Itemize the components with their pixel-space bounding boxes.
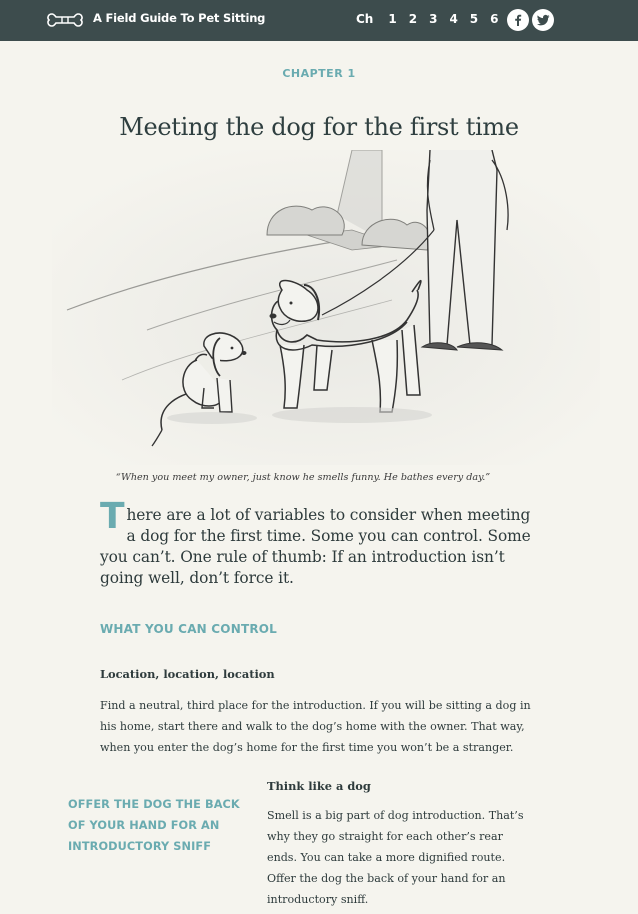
subsection-text-think: Smell is a big part of dog introduction. That’s why they go straight for each other’s rear ends. You can take a more dignified route. Offer the dog the back of your hand for an introductory sniff.	[267, 809, 524, 906]
chapter-link-4[interactable]: 4	[449, 12, 458, 26]
twitter-share-button[interactable]	[532, 9, 554, 31]
chapter-link-2[interactable]: 2	[408, 12, 418, 26]
intro-paragraph	[100, 496, 540, 589]
chapter-navigation	[356, 12, 511, 26]
illustration-caption: “When you meet my owner, just know he smells funny. He bathes every day.”	[115, 472, 491, 483]
twitter-icon	[537, 14, 550, 26]
facebook-icon	[512, 14, 524, 26]
site-title[interactable]: A Field Guide To Pet Sitting	[93, 11, 266, 25]
chapter-nav-label: Ch	[356, 12, 374, 26]
chapter-link-3[interactable]: 3	[429, 12, 438, 26]
facebook-share-button[interactable]	[507, 9, 529, 31]
page-title: Meeting the dog for the first time	[119, 113, 519, 141]
chapter-link-5[interactable]: 5	[469, 12, 479, 26]
subsection-title-location: Location, location, location	[100, 667, 275, 681]
chapter-eyebrow: CHAPTER 1	[282, 67, 356, 80]
chapter-link-6[interactable]: 6	[490, 12, 499, 26]
subsection-title-think: Think like a dog	[267, 779, 371, 793]
bone-icon[interactable]	[46, 9, 84, 31]
subsection-text-location: Find a neutral, third place for the introduction. If you will be sitting a dog in his home, start there and walk to the dog’s home with the owner. That way, when you enter the dog’s home for the first time you won’t be a stranger.	[100, 699, 531, 754]
dogs-meeting-illustration	[52, 150, 600, 465]
intro-text: here are a lot of variables to consider when meeting a dog for the first time. Some you can control. Some you can’t. One rule of thumb: If an introduction isn’t going well, don’t force it.	[100, 506, 531, 587]
pull-quote: OFFER THE DOG THE BACK OF YOUR HAND FOR AN INTRODUCTORY SNIFF	[68, 798, 240, 853]
top-navigation-bar	[0, 0, 638, 41]
drop-cap: T	[100, 496, 125, 537]
chapter-link-1[interactable]: 1	[388, 12, 397, 26]
section-heading: WHAT YOU CAN CONTROL	[100, 622, 278, 636]
